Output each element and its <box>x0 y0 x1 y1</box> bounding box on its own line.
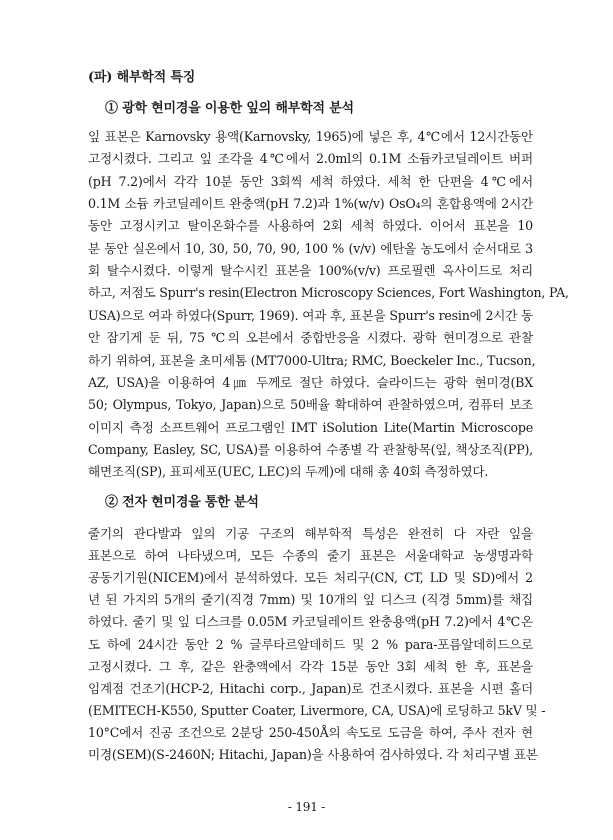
text-line: 하였다. 줄기 및 잎 디스크를 0.05M 카코딜레이트 완충용액(pH 7.2)에서 4℃온 <box>88 614 533 630</box>
text-line: 하기 위하여, 표본을 초미세톰 (MT7000-Ultra; RMC, Boeckeler Inc., Tucson, <box>88 352 536 368</box>
text-line: 미경(SEM)(S-2460N; Hitachi, Japan)을 사용하여 검사하였다. 각 처리구별 표본 <box>88 747 538 762</box>
text-line: 도 하에 24시간 동안 2 % 글루타르알데히드 및 2 % para-포름알데히드으로 <box>88 636 533 652</box>
text-line: 공동기기원(NICEM)에서 분석하였다. 모든 처리구(CN, CT, LD 및 SD)에서 2 <box>88 570 533 586</box>
text-line: 해면조직(SP), 표피세포(UEC, LEC)의 두께)에 대해 총 40회 측정하였다. <box>88 464 489 480</box>
text-line: 안 잠기게 둔 뒤, 75 ℃의 오븐에서 중합반응을 시켰다. 광학 현미경으로 관찰 <box>88 330 533 346</box>
text-line: AZ, USA)을 이용하여 4㎛ 두께로 절단 하였다. 슬라이드는 광학 현미경(BX <box>88 374 533 390</box>
subsection-title-2: ② 전자 현미경을 통한 분석 <box>105 495 259 510</box>
text-line: 50; Olympus, Tokyo, Japan)으로 50배율 확대하여 관찰하였으며, 컴퓨터 보조 <box>88 397 533 413</box>
text-line: 줄기의 관다발과 잎의 기공 구조의 해부학적 특성은 완전히 다 자란 잎을 <box>88 526 533 541</box>
text-line: 고정시켰다. 그리고 잎 조각을 4℃에서 2.0ml의 0.1M 소듐카코딜레이트 버퍼 <box>88 151 533 167</box>
text-line: 10°C에서 진공 조건으로 2분당 250-450Å의 속도로 도금을 하여, 주사 전자 현 <box>88 724 533 740</box>
text-line: 표본으로 하여 나타냈으며, 모든 수종의 줄기 표본은 서울대학교 농생명과학 <box>88 548 533 564</box>
text-line: USA)으로 여과 하였다(Spurr, 1969). 여과 후, 표본을 Spurr's resin에 2시간 동 <box>88 307 533 323</box>
text-line: 년 된 가지의 5개의 줄기(직경 7mm) 및 10개의 잎 디스크 (직경 5mm)를 채집 <box>88 592 533 608</box>
text-line: 0.1M 소듐 카코딜레이트 완충액(pH 7.2)과 1%(w/v) OsO₄의 혼합용액에 2시간 <box>88 196 533 212</box>
text-line: Company, Easley, SC, USA)를 이용하여 수종별 각 관찰항목(잎, 책상조직(PP), <box>88 441 533 457</box>
text-line: (EMITECH-K550, Sputter Coater, Livermore, CA, USA)에 로딩하고 5kV 및 - <box>88 702 546 718</box>
text-line: 회 탈수시켰다. 이렇게 탈수시킨 표본을 100%(v/v) 프로필렌 옥사이드로 처리 <box>88 263 533 279</box>
text-line: (pH 7.2)에서 각각 10분 동안 3회씩 세척 하였다. 세척 한 단편을 4℃에서 <box>88 173 533 189</box>
text-line: 임계점 건조기(HCP-2, Hitachi corp., Japan)로 건조시켰다. 표본을 시편 홀더 <box>88 680 533 696</box>
text-line: 동안 고정시키고 탈이온화수를 사용하여 2회 세척 하였다. 이어서 표본을 10 <box>88 218 533 234</box>
text-line: 이미지 측정 소프트웨어 프로그램인 IMT iSolution Lite(Martin Microscope <box>88 419 533 435</box>
text-line: 고정시켰다. 그 후, 같은 완충액에서 각각 15분 동안 3회 세척 한 후, 표본을 <box>88 658 533 674</box>
subsection-title-1: ① 광학 현미경을 이용한 잎의 해부학적 분석 <box>105 101 354 116</box>
text-line: 하고, 저점도 Spurr's resin(Electron Microscopy Sciences, Fort Washington, PA, <box>88 285 569 301</box>
page-number: - 191 - <box>287 800 326 814</box>
text-line: 잎 표본은 Karnovsky 용액(Karnovsky, 1965)에 넣은 후, 4℃에서 12시간동안 <box>88 129 533 144</box>
text-line: 분 동안 실온에서 10, 30, 50, 70, 90, 100 % (v/v) 에탄올 농도에서 순서대로 3 <box>88 240 533 256</box>
section-title: (파) 해부학적 특징 <box>88 70 196 85</box>
